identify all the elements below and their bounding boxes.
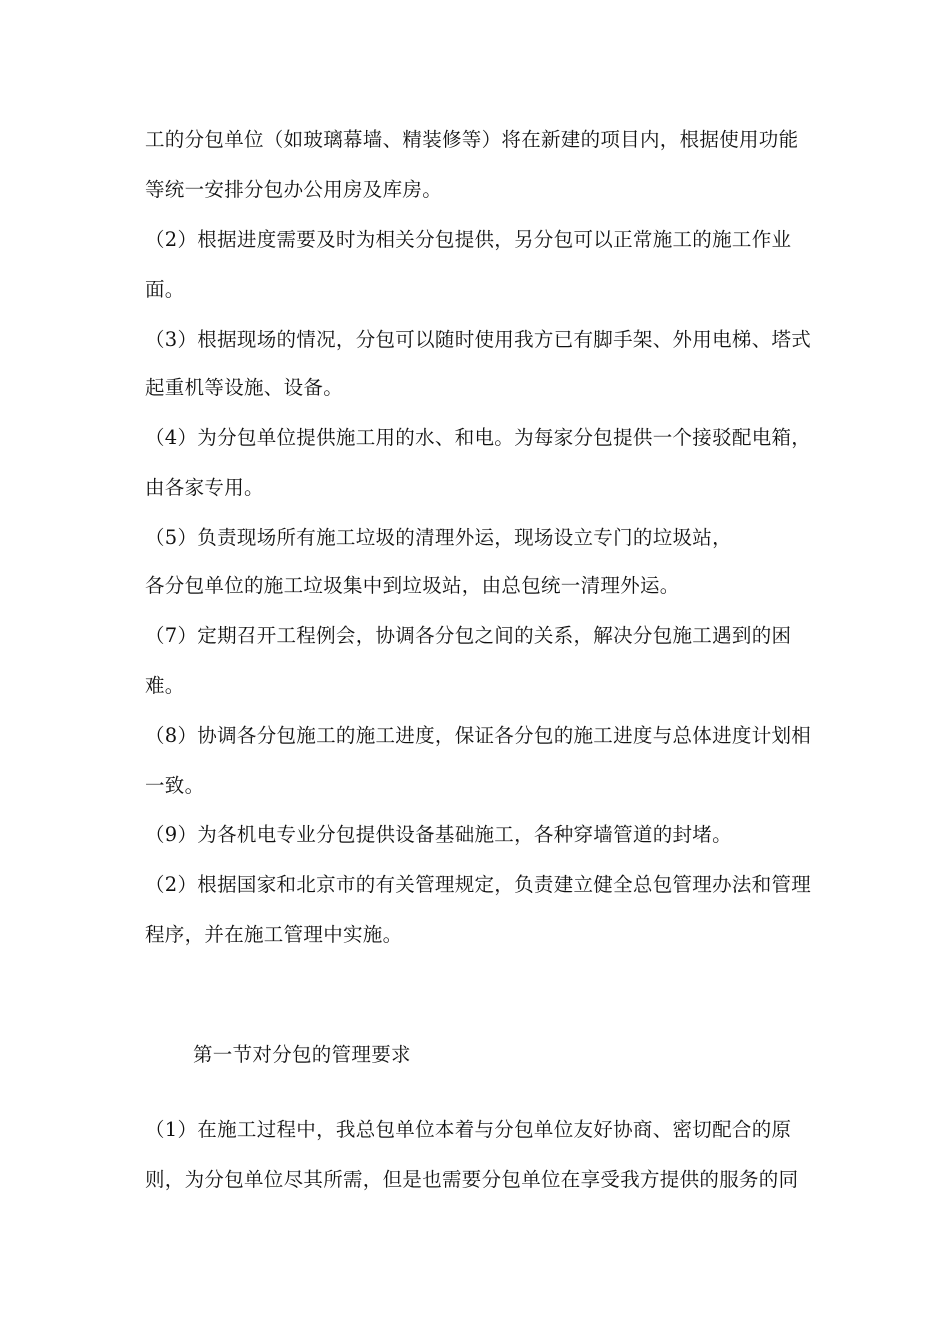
paragraph-line: 起重机等设施、设备。 — [145, 376, 344, 399]
paragraph-line: 等统一安排分包办公用房及库房。 — [145, 178, 443, 201]
paragraph-line: 程序，并在施工管理中实施。 — [145, 923, 403, 946]
paragraph-line: 由各家专用。 — [145, 476, 264, 499]
paragraph-line: （7）定期召开工程例会，协调各分包之间的关系，解决分包施工遇到的困 — [145, 624, 792, 647]
paragraph-line: （1）在施工过程中，我总包单位本着与分包单位友好协商、密切配合的原 — [145, 1118, 792, 1141]
paragraph-line: 则，为分包单位尽其所需，但是也需要分包单位在享受我方提供的服务的同 — [145, 1168, 799, 1191]
paragraph-line: （5）负责现场所有施工垃圾的清理外运，现场设立专门的垃圾站， — [145, 526, 732, 549]
paragraph-line: 一致。 — [145, 774, 205, 797]
paragraph-line: 工的分包单位（如玻璃幕墙、精装修等）将在新建的项目内，根据使用功能 — [145, 128, 799, 151]
paragraph-line: （2）根据进度需要及时为相关分包提供，另分包可以正常施工的施工作业 — [145, 228, 792, 251]
paragraph-line: 面。 — [145, 278, 185, 301]
paragraph-line: 难。 — [145, 674, 185, 697]
paragraph-line: （2）根据国家和北京市的有关管理规定，负责建立健全总包管理办法和管理 — [145, 873, 812, 896]
paragraph-line: （4）为分包单位提供施工用的水、和电。为每家分包提供一个接驳配电箱， — [145, 426, 812, 449]
paragraph-line: （8）协调各分包施工的施工进度，保证各分包的施工进度与总体进度计划相 — [145, 724, 812, 747]
paragraph-line: （9）为各机电专业分包提供设备基础施工，各种穿墙管道的封堵。 — [145, 823, 732, 846]
paragraph-line: （3）根据现场的情况，分包可以随时使用我方已有脚手架、外用电梯、塔式 — [145, 328, 812, 351]
section-heading: 第一节对分包的管理要求 — [193, 1043, 411, 1066]
paragraph-line: 各分包单位的施工垃圾集中到垃圾站，由总包统一清理外运。 — [145, 574, 680, 597]
